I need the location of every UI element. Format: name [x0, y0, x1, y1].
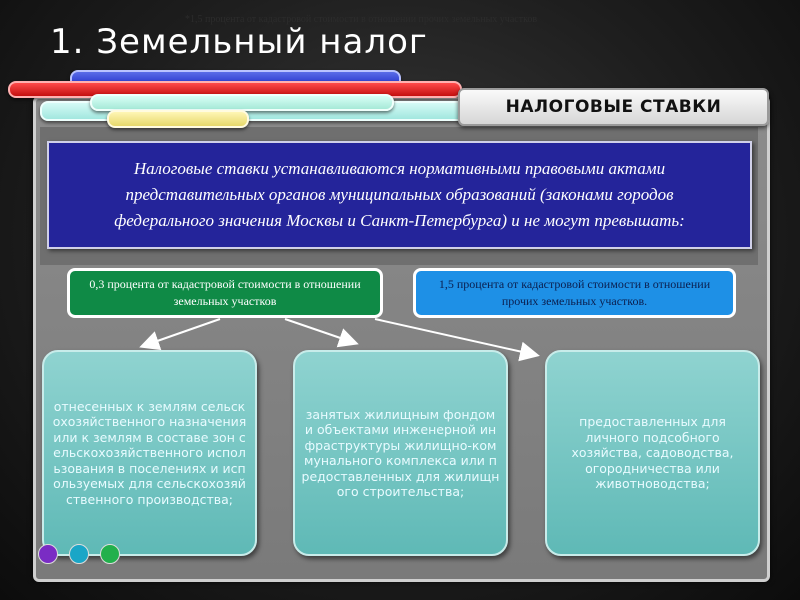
category-card-housing [293, 350, 508, 556]
decor-dot-green [100, 544, 120, 564]
decor-dot-purple [38, 544, 58, 564]
decor-bar-yellow [107, 110, 249, 128]
section-badge: НАЛОГОВЫЕ СТАВКИ [458, 88, 769, 126]
decor-bar-mint [90, 94, 394, 111]
card-1-text: отнесенных к землям сельскохозяйственного назначения или к землям в составе зон сельскохозяйственного использования в поселениях и используемых для сельскохозяйственного производства; [52, 398, 247, 507]
intro-text-box [47, 141, 752, 249]
rate-low-text: 0,3 процента от кадастровой стоимости в отношении земельных участков [89, 277, 361, 308]
slide-title: 1. Земельный налог [50, 22, 428, 62]
top-note: *1,5 процента от кадастровой стоимости в отношении прочих земельных участков [185, 14, 538, 25]
intro-text: Налоговые ставки устанавливаются нормативными правовыми актами представительных органов муниципальных образований (законами городов федерального значения Москвы и Санкт-Петербурга) и не могут превышать: [114, 159, 685, 230]
rate-box-other [413, 268, 736, 318]
rate-other-text: 1,5 процента от кадастровой стоимости в отношении прочих земельных участков. [438, 277, 711, 308]
category-card-gardening [545, 350, 760, 556]
decor-dot-teal [69, 544, 89, 564]
rate-box-low [67, 268, 383, 318]
card-3-text: предоставленных для личного подсобного хозяйства, садоводства, огородничества или животноводства; [571, 414, 734, 492]
category-card-agricultural [42, 350, 257, 556]
card-2-text: занятых жилищным фондом и объектами инженерной инфраструктуры жилищно-коммунального комплекса или предоставленных для жилищного строительства; [301, 406, 500, 499]
